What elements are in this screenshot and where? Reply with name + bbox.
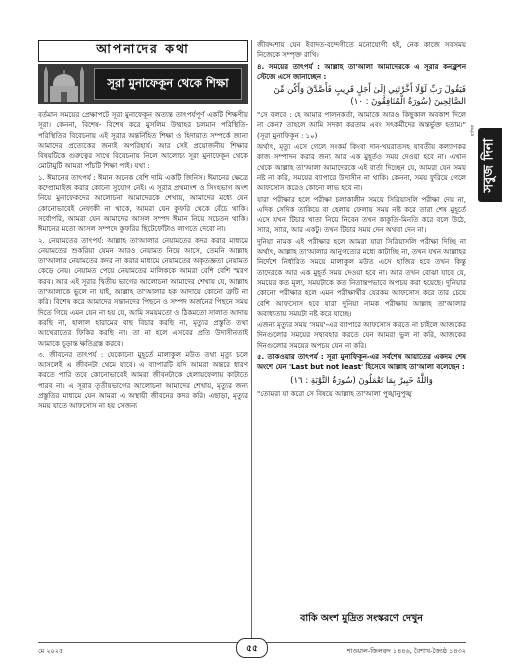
paragraph-time-3: দুনিয়া নামক এই পরীক্ষার হলে আমরা যারা সিরিয়াসলি পরীক্ষা দিচ্ছি না অর্থাৎ, আল্লাহ তা'আলার আনুগত্যের মধ্যে কাটাচ্ছি না, তখন যখন আল্লাহর নির্দেশে নির্ধারিত সময়ে মালাকুল মউত এসে হাজির হবে তখন কিন্তু তাদেরকে আর এক মুহূর্ত সময় দেওয়া হবে না। আর তখন বোঝা যাবে যে, সময়ের কত মূল্য, সময়টাকে কত নিতান্তপভাবে অপচয় করা হয়েছে। দুনিয়ার কোনো পরীক্ষার হলে এমন পরীক্ষার্থীর যেরকম আফসোস করে তার চেয়ে বেশি আফসোস হবে যারা দুনিয়া নামক পরীক্ষায় আল্লাহ তা'আলার অবাধ্যতায় সময়টা নষ্ট করে যাচ্ছে। <box>257 237 466 318</box>
magazine-name: সবুজ দিনা <box>481 137 497 193</box>
paragraph-point-2: ২. নেয়ামতের তাৎপর্য: আল্লাহ তা'আলার নেয়ামতের কদর করার মাধ্যমে নেয়ামতের শুকরিয়া যেমন আরও নেয়ামত নিয়ে আসে, তেমনি আল্লাহ তা'আলার নেয়ামতের কদর না করার মাধ্যমে নেয়ামতের অকৃতজ্ঞতা নেয়ামত কেড়ে নেয়। নেয়ামত পেয়ে নেয়ামতের মালিককে আমরা বেশি বেশি স্মরণ করব। আর এই সূরার দ্বিতীয় ভাগের আলোচনা আমাদের শেখায় যে, আল্লাহ তা'আলাকে ভুলে না যাই, আল্লাহ তা'আলার হক আদায়ে কোনো ত্রুটি না করি। বিশেষ করে আমাদের সন্তানদের পিছনে ও সম্পদ অর্জনের পিছনে সময় দিতে গিয়ে এমন যেন না হয় যে, আমি সময়মতো ও ঠিকমতো সালাত আদায় করছি না, হালাল হারামের বাছ বিচার করছি না, মৃত্যুর প্রস্তুতি তথা আখেরাতের ফিকির করছি না। তা না হলে এসবের প্রতি উদাসীনতাই আমাকে চূড়ান্ত ক্ষতিগ্রস্ত করবে। <box>38 236 248 348</box>
paragraph-time-4: এজন্য মৃত্যুর সময় 'সময়'-এর ব্যাপারে আফসোস করতে না চাইলে আজকের দিনগুলোর সময়ের সদ্ব্যবহার করতে যেন আমরা ভুল না করি, আজকের দিনগুলোর সময়ের অপচয় যেন না করি। <box>257 321 466 350</box>
arabic-verse-2: وَاللَّهُ خَبِيرٌ بِمَا تَعْمَلُونَ (سُورَةُ التَّوْبَةِ : ١٦) <box>290 375 433 386</box>
article-title: সূরা মুনাফেকূন থেকে শিক্ষা <box>94 68 242 100</box>
page-number: ৫৫ <box>236 638 268 658</box>
paragraph-time-2: যারা পরীক্ষার হলে পরীক্ষা চলাকালীন সময়ে সিরিয়াসলি পরীক্ষা দেয় না, এদিক সেদিক তাকিয়ে বা হেলায় ফেলায় সময় নষ্ট করে তারা শেষ মুহূর্তে এসে যখন টিচার খাতা নিয়ে নিবেন তখন কাকুতি-মিনতি করে বলে উঠে, স্যার, স্যার, আর একটু। তখন টিচার সময় দেন অথবা দেন না। <box>257 195 466 235</box>
paragraph-point-1: ১. ঈমানের তাৎপর্য : ঈমান অনেক বেশি দামি একটি জিনিস। ঈমানের ক্ষেত্রে কম্প্রোমাইজ করার কোনো সুযোগ নেই। এ সূরার প্রথমাংশ ও সিংহভাগ অংশ নিয়ে মুনাফেকদের আলোচনা আমাদেরকে শেখায়, আমাদের মধ্যে যেন কোনোভাবেই নেফাকী না থাকে, আমরা যেন কুফরি থেকে বেঁচে থাকি। সর্বোপরি, আমরা যেন আমাদের আসল সম্পদ ঈমান নিয়ে সচেতন থাকি। ঈমানের মতো আসল সম্পদে কুফরির ছিটেফোঁটাও লাগতে দেবো না। <box>38 173 248 234</box>
left-column <box>38 110 248 413</box>
continue-in-print-note: বাকি অংশ মুদ্রিত সংস্করণে দেখুন <box>300 613 423 624</box>
right-column <box>257 40 466 400</box>
magazine-side-tab <box>478 128 502 202</box>
point-4-heading: ৪. সময়ের তাৎপর্য : আল্লাহ তা'আলা আমাদেরকে এ সূরার কনক্লুশন স্টেজে এসে জানাচ্ছেন : <box>257 62 466 81</box>
paragraph-time-1: অর্থাৎ, মৃত্যু এসে গেলে সংকর্ম কিংবা দান-খয়রাতসহ যাবতীয় কল্যাণকর কাজ সম্পাদন করার জন্য আর এক মুহূর্তও সময় দেওয়া হবে না। এখান থেকে আল্লাহ তা'আলা আমাদেরকে এই বার্তা দিচ্ছেন যে, আমরা যেন সময় নষ্ট না করি, সময়ের ব্যাপারে উদাসীন না থাকি। কেননা, সময় ফুরিয়ে গেলে আফসোস করেও কোনো লাভ হবে না। <box>257 143 466 193</box>
paragraph-intro: বর্তমান সময়ের প্রেক্ষাপটে সূরা মুনাফেকূন অত্যন্ত তাৎপর্যপূর্ণ একটি শিক্ষণীয় সূরা। কেননা, বিশেষ- বিশেষ করে মুসলিম উম্মাহর চলমান পরিস্থিতি-পরিস্থিতির বিবেচনায় এই সূরার অন্তর্নিহিত শিক্ষা ও হিদায়াত সম্পর্কে জানা আমাদের প্রত্যেকের জন্যই অপরিহার্য। আর সেই প্রয়োজনীয় শিক্ষার বিষয়টিকে গুরুত্বের সাথে বিবেচনায় নিলে আলোচ্য সূরা মুনাফেকূন থেকে মোটামুটি আমরা পাঁচটি শিক্ষা পাই। যথা : <box>38 111 248 171</box>
point-5-heading: ৫. তাকওয়ার তাৎপর্য : সূরা মুনাফিকূন-এর সর্বশেষ আয়াতের একদম শেষ অংশে যেন 'Last but not least' হিসেবে আল্লাহ তা'আলা বলেছেন : <box>257 353 466 372</box>
translation-2: "তোমরা যা করো সে বিষয়ে আল্লাহ তা'আলা পুঙ্খানুপুঙ্খ <box>257 389 412 398</box>
paragraph-continued: জীবদ্দশায় যেন ইবাদত-বন্দেগীতে মনোযোগী হই, নেক কাজে সবসময় নিজেকে সম্পৃক্ত রাখি। <box>257 41 466 60</box>
footer-date: মে ২০২৫ <box>38 647 64 655</box>
section-title: আপনাদের কথা <box>38 40 248 62</box>
column-divider <box>251 40 252 638</box>
mosque-icon <box>40 64 88 104</box>
footer-hijri-date: শাওয়াল-জিলক্বদ ১৪৪৬, বৈশাখ-জ্যৈষ্ঠ ১৪৩২ <box>346 647 466 655</box>
paragraph-point-3: ৩. জীবনের তাৎপর্য : যেকোনো মুহূর্তে মালাকুল মউত তথা মৃত্যু চলে আসলেই এ জীবনটা থেমে যাবে। এ ব্যাপারটি যদি আমরা অন্তরে ধারণ করতে পারি তবে কোনোভাবেই আমরা জীবনটাকে হেলায়ফেলায় কাটাতে পারব না। এ সূরার তৃতীয়ভাগের আলোচনা আমাদের শেখায়, মৃত্যুর জন্য প্রস্তুতির মাধ্যমে যেন আমরা এ অস্থায়ী জীবনের কদর করি। এছাড়া, মৃত্যুর সময় যাতে আফসোস না হয় সেজন্য <box>38 350 248 411</box>
translation-1: "সে বলবে : হে আমার পালনকর্তা, আমাকে আরও কিছুকাল অবকাশ দিলে না কেন? তাহলে আমি সদকা করতাম এবং সৎকর্মীদের অন্তর্ভুক্ত হতাম।" (সূরা মুনাফিকূন : ১০) <box>257 111 466 140</box>
article-banner <box>38 64 248 104</box>
arabic-verse-1: فَيَقُولَ رَبِّ لَوْلَا أَخَّرْتَنِي إِلَىٰ أَجَلٍ قَرِيبٍ فَأَصَّدَّقَ وَأَكُن مِّنَ الصَّالِحِينَ (سُورَةُ الْمُنَافِقُونَ : ١٠) <box>273 85 466 108</box>
magazine-type-label: মাসিক <box>471 124 476 136</box>
